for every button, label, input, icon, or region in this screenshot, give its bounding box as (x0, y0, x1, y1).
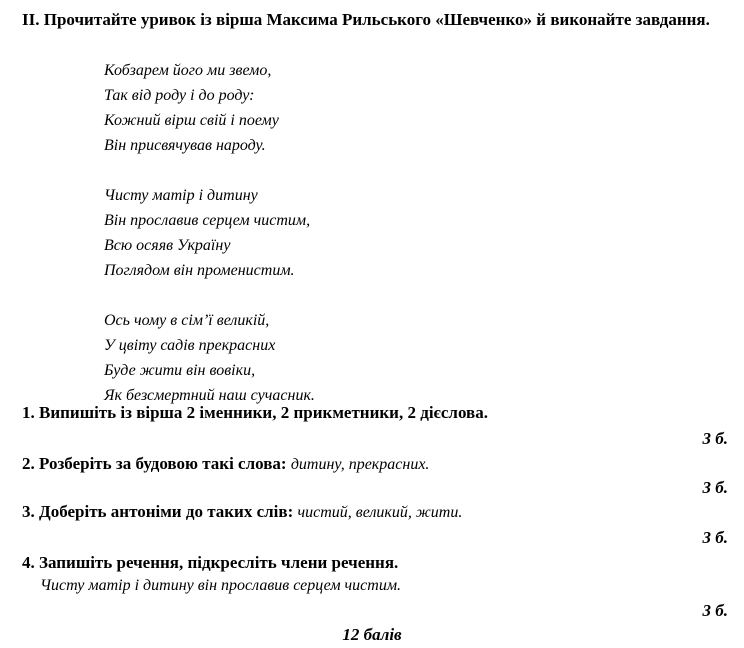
task-2 (22, 452, 429, 477)
poem-line: Всю осяяв Україну (104, 237, 231, 254)
task-4-example-sentence: Чисту матір і дитину він прославив серцем чистим. (40, 577, 402, 594)
poem-line: Кобзарем його ми звемо, (104, 62, 272, 79)
task-3-score: 3 б. (702, 528, 728, 547)
poem-line: Кожний вірш свій і поему (104, 112, 279, 129)
task-number: 4. (22, 553, 35, 572)
poem-line: Буде жити він вовіки, (104, 362, 256, 379)
poem-line: Так від роду і до роду: (104, 87, 255, 104)
poem-line: Поглядом він променистим. (104, 262, 295, 279)
task-4-score: 3 б. (702, 601, 728, 620)
poem-line: Він присвячував народу. (104, 137, 266, 154)
total-points: 12 балів (342, 625, 402, 644)
poem-line: Він прославив серцем чистим, (104, 212, 311, 229)
task-4 (22, 551, 398, 575)
task-words: дитину, прекрасних. (290, 456, 430, 473)
poem-stanza-3 (104, 308, 315, 408)
poem-line: Чисту матір і дитину (104, 187, 258, 204)
task-1-score: 3 б. (702, 429, 728, 448)
poem-excerpt (104, 58, 315, 408)
task-instruction: Запишіть речення, підкресліть члени речення. (39, 553, 399, 572)
task-instruction: Розберіть за будовою такі слова: (39, 454, 287, 473)
task-words: чистий, великий, жити. (297, 504, 463, 521)
poem-line: У цвіту садів прекрасних (104, 337, 276, 354)
poem-stanza-2 (104, 183, 315, 283)
task-2-score: 3 б. (702, 478, 728, 497)
task-instruction: Доберіть антоніми до таких слів: (39, 502, 294, 521)
task-1 (22, 401, 488, 425)
poem-line: Ось чому в сім’ї великій, (104, 312, 270, 329)
task-number: 1. (22, 403, 35, 422)
task-3 (22, 500, 462, 525)
task-number: 3. (22, 502, 35, 521)
section-heading: II. Прочитайте уривок із вірша Максима Рильського «Шевченко» й виконайте завдання. (22, 10, 710, 29)
poem-stanza-1 (104, 58, 315, 158)
task-number: 2. (22, 454, 35, 473)
poem-line: Як безсмертний наш сучасник. (104, 387, 315, 404)
task-instruction: Випишіть із вірша 2 іменники, 2 прикметники, 2 дієслова. (39, 403, 488, 422)
